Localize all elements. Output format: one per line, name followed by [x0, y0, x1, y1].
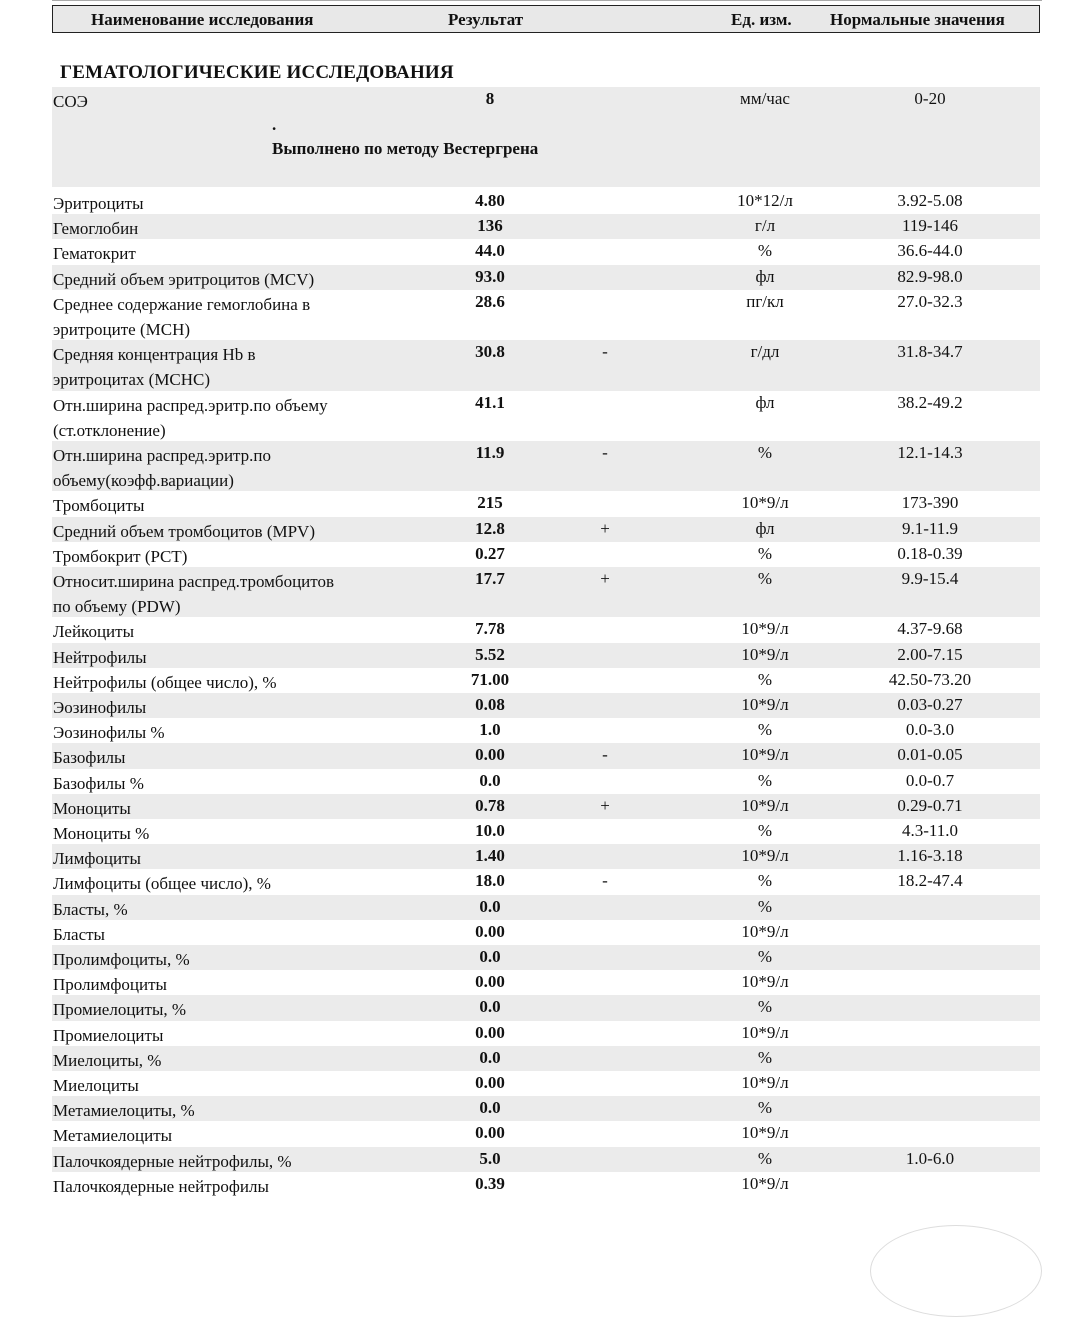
row-flag: - — [602, 443, 608, 462]
row-unit: фл — [755, 392, 775, 412]
row-name: Гемоглобин — [53, 219, 139, 239]
table-row — [52, 819, 1040, 844]
table-row — [52, 1147, 1040, 1172]
esr-name: СОЭ — [53, 92, 88, 111]
row-name: Базофилы — [53, 748, 126, 768]
row-unit: % — [757, 871, 773, 891]
row-result: 0.0 — [479, 1098, 501, 1118]
row-result: 0.0 — [479, 947, 501, 966]
row-result: 136 — [477, 216, 503, 236]
row-flag: - — [602, 745, 608, 765]
row-name: Относит.ширина распред.тромбоцитов по объему (PDW) — [53, 572, 335, 616]
table-row — [52, 995, 1040, 1020]
row-norm: 9.9-15.4 — [901, 569, 959, 588]
table-row — [52, 869, 1040, 894]
row-result: 0.00 — [475, 745, 505, 765]
row-unit: % — [757, 1047, 773, 1067]
row-name: Гематокрит — [53, 244, 136, 264]
header-unit: Ед. изм. — [731, 10, 792, 29]
row-norm: 0.01-0.05 — [897, 745, 963, 765]
table-row — [52, 1121, 1040, 1146]
row-norm: 18.2-47.4 — [897, 871, 963, 891]
row-result: 0.00 — [475, 921, 505, 941]
table-row — [52, 1071, 1040, 1096]
row-norm: 0.18-0.39 — [897, 543, 963, 563]
row-norm: 0.03-0.27 — [897, 695, 963, 714]
table-row — [52, 693, 1040, 718]
stamp-mark — [870, 1225, 1042, 1317]
row-unit: 10*9/л — [741, 493, 789, 513]
table-row — [52, 265, 1040, 290]
row-result: 5.0 — [479, 1148, 501, 1168]
row-name: Палочкоядерные нейтрофилы — [53, 1176, 269, 1196]
row-norm: 119-146 — [901, 216, 959, 236]
row-result: 0.00 — [475, 1073, 505, 1092]
row-result: 18.0 — [475, 871, 505, 891]
row-result: 17.7 — [475, 569, 505, 588]
esr-method: Выполнено по методу Вестергрена — [272, 139, 539, 158]
table-row — [52, 794, 1040, 819]
row-unit: 10*9/л — [741, 1173, 789, 1193]
row-name: Моноциты — [53, 798, 131, 818]
row-norm: 0.29-0.71 — [897, 795, 963, 815]
esr-method-mark: . — [272, 115, 277, 134]
row-norm: 1.16-3.18 — [897, 846, 963, 866]
row-result: 1.40 — [475, 846, 505, 866]
table-row — [52, 769, 1040, 794]
esr-row — [52, 87, 1040, 187]
row-result: 0.0 — [479, 1047, 501, 1067]
row-result: 0.0 — [479, 896, 501, 916]
row-norm: 82.9-98.0 — [897, 266, 963, 286]
row-unit: % — [757, 821, 773, 840]
header-norm: Нормальные значения — [830, 10, 1005, 29]
row-unit: 10*9/л — [741, 972, 789, 992]
row-unit: 10*9/л — [741, 846, 789, 866]
row-result: 44.0 — [475, 241, 505, 261]
row-flag: + — [600, 795, 610, 815]
row-flag: - — [602, 871, 608, 891]
table-row — [52, 542, 1040, 567]
table-row — [52, 1096, 1040, 1121]
row-result: 30.8 — [475, 342, 505, 362]
row-flag: - — [602, 342, 608, 362]
esr-result: 8 — [485, 89, 495, 108]
esr-norm: 0-20 — [914, 89, 946, 108]
row-name: Тромбокрит (PCT) — [53, 546, 188, 566]
row-name: Лимфоциты (общее число), % — [53, 874, 271, 894]
row-unit: 10*9/л — [741, 795, 789, 815]
row-name: Нейтрофилы — [53, 647, 147, 667]
row-unit: % — [757, 1148, 773, 1168]
table-row — [52, 718, 1040, 743]
row-unit: 10*9/л — [741, 644, 789, 664]
table-row — [52, 743, 1040, 768]
row-name: Палочкоядерные нейтрофилы, % — [53, 1151, 292, 1171]
row-unit: % — [757, 569, 773, 588]
row-result: 0.0 — [479, 997, 501, 1017]
table-row — [52, 945, 1040, 970]
row-result: 0.00 — [475, 972, 505, 992]
row-name: Отн.ширина распред.эритр.по объему(коэфф.вариации) — [53, 446, 272, 490]
row-name: Лейкоциты — [53, 622, 134, 642]
row-flag: + — [600, 569, 610, 588]
row-norm: 0.0-3.0 — [905, 720, 955, 740]
row-norm: 173-390 — [901, 493, 959, 513]
row-result: 10.0 — [475, 821, 505, 840]
table-row — [52, 1021, 1040, 1046]
table-header — [52, 5, 1040, 33]
table-row — [52, 290, 1040, 340]
row-name: Бласты, % — [53, 899, 128, 919]
row-unit: 10*9/л — [741, 1123, 789, 1143]
row-unit: % — [757, 669, 773, 689]
row-norm: 31.8-34.7 — [897, 342, 963, 362]
table-row — [52, 970, 1040, 995]
table-row — [52, 517, 1040, 542]
header-name: Наименование исследования — [91, 10, 314, 29]
row-unit: фл — [755, 518, 775, 538]
row-unit: фл — [755, 266, 775, 286]
row-unit: % — [757, 241, 773, 261]
row-name: Средний объем тромбоцитов (MPV) — [53, 521, 315, 541]
row-result: 7.78 — [475, 619, 505, 639]
esr-unit: мм/час — [740, 89, 790, 108]
row-name: Лимфоциты — [53, 849, 141, 869]
row-norm: 0.0-0.7 — [905, 770, 955, 790]
row-result: 28.6 — [475, 291, 505, 311]
row-name: Эритроциты — [53, 194, 144, 213]
row-unit: г/л — [754, 216, 776, 236]
row-name: Средний объем эритроцитов (MCV) — [53, 269, 315, 289]
row-unit: 10*9/л — [741, 745, 789, 765]
row-result: 215 — [477, 493, 503, 513]
row-name: Бласты — [53, 924, 105, 944]
row-result: 0.00 — [475, 1123, 505, 1143]
row-result: 0.08 — [475, 695, 505, 714]
table-row — [52, 895, 1040, 920]
row-norm: 2.00-7.15 — [897, 644, 963, 664]
row-norm: 3.92-5.08 — [897, 191, 963, 210]
table-row — [52, 239, 1040, 264]
table-row — [52, 441, 1040, 491]
table-row — [52, 643, 1040, 668]
row-result: 1.0 — [479, 720, 501, 740]
row-name: Моноциты % — [53, 824, 150, 843]
row-name: Эозинофилы — [53, 698, 147, 717]
row-norm: 1.0-6.0 — [905, 1148, 955, 1168]
row-result: 5.52 — [475, 644, 505, 664]
row-norm: 9.1-11.9 — [901, 518, 959, 538]
row-result: 0.00 — [475, 1022, 505, 1042]
row-result: 4.80 — [475, 191, 505, 210]
table-row — [52, 491, 1040, 516]
row-unit: 10*12/л — [737, 191, 793, 210]
row-unit: % — [757, 770, 773, 790]
row-name: Пролимфоциты, % — [53, 950, 190, 969]
row-name: Отн.ширина распред.эритр.по объему (ст.отклонение) — [53, 395, 328, 440]
row-result: 41.1 — [475, 392, 505, 412]
row-name: Эозинофилы % — [53, 723, 165, 743]
row-norm: 36.6-44.0 — [897, 241, 963, 261]
table-row — [52, 391, 1040, 441]
top-rule — [52, 0, 1042, 1]
table-row — [52, 189, 1040, 214]
row-flag: + — [600, 518, 610, 538]
row-norm: 38.2-49.2 — [897, 392, 963, 412]
row-name: Среднее содержание гемоглобина в эритроците (MCH) — [53, 294, 311, 339]
table-row — [52, 844, 1040, 869]
row-unit: 10*9/л — [741, 695, 789, 714]
row-unit: 10*9/л — [741, 1073, 789, 1092]
row-norm: 4.37-9.68 — [897, 619, 963, 639]
table-row — [52, 920, 1040, 945]
row-unit: 10*9/л — [741, 619, 789, 639]
row-result: 0.78 — [475, 795, 505, 815]
row-unit: % — [757, 443, 773, 462]
row-name: Миелоциты, % — [53, 1050, 162, 1070]
row-unit: % — [757, 543, 773, 563]
row-name: Метамиелоциты — [53, 1126, 173, 1146]
row-result: 12.8 — [475, 518, 505, 538]
row-unit: 10*9/л — [741, 921, 789, 941]
row-name: Средняя концентрация Hb в эритроцитах (MCHC) — [53, 345, 256, 390]
row-result: 0.0 — [479, 770, 501, 790]
table-row — [52, 668, 1040, 693]
row-unit: 10*9/л — [741, 1022, 789, 1042]
table-row — [52, 617, 1040, 642]
row-unit: % — [757, 997, 773, 1017]
row-name: Базофилы % — [53, 773, 144, 793]
row-result: 93.0 — [475, 266, 505, 286]
row-unit: % — [757, 1098, 773, 1118]
row-unit: пг/кл — [746, 291, 784, 311]
section-title: ГЕМАТОЛОГИЧЕСКИЕ ИССЛЕДОВАНИЯ — [60, 62, 454, 83]
row-unit: % — [757, 720, 773, 740]
row-result: 0.39 — [475, 1173, 505, 1193]
table-row — [52, 567, 1040, 617]
row-result: 11.9 — [475, 443, 505, 462]
row-result: 71.00 — [470, 669, 510, 689]
row-name: Промиелоциты — [53, 1025, 164, 1045]
row-norm: 27.0-32.3 — [897, 291, 963, 311]
table-row — [52, 340, 1040, 390]
row-unit: % — [757, 947, 773, 966]
header-result: Результат — [448, 10, 524, 29]
row-name: Тромбоциты — [53, 496, 145, 516]
row-unit: г/дл — [750, 342, 780, 362]
table-row — [52, 1046, 1040, 1071]
row-unit: % — [757, 896, 773, 916]
table-row — [52, 214, 1040, 239]
row-name: Миелоциты — [53, 1076, 139, 1095]
row-name: Метамиелоциты, % — [53, 1101, 195, 1121]
row-norm: 4.3-11.0 — [901, 821, 959, 840]
row-norm: 42.50-73.20 — [888, 669, 972, 689]
row-name: Промиелоциты, % — [53, 1000, 187, 1020]
table-row — [52, 1172, 1040, 1197]
row-norm: 12.1-14.3 — [897, 443, 963, 462]
row-name: Нейтрофилы (общее число), % — [53, 672, 277, 692]
row-result: 0.27 — [475, 543, 505, 563]
row-name: Пролимфоциты — [53, 975, 167, 995]
